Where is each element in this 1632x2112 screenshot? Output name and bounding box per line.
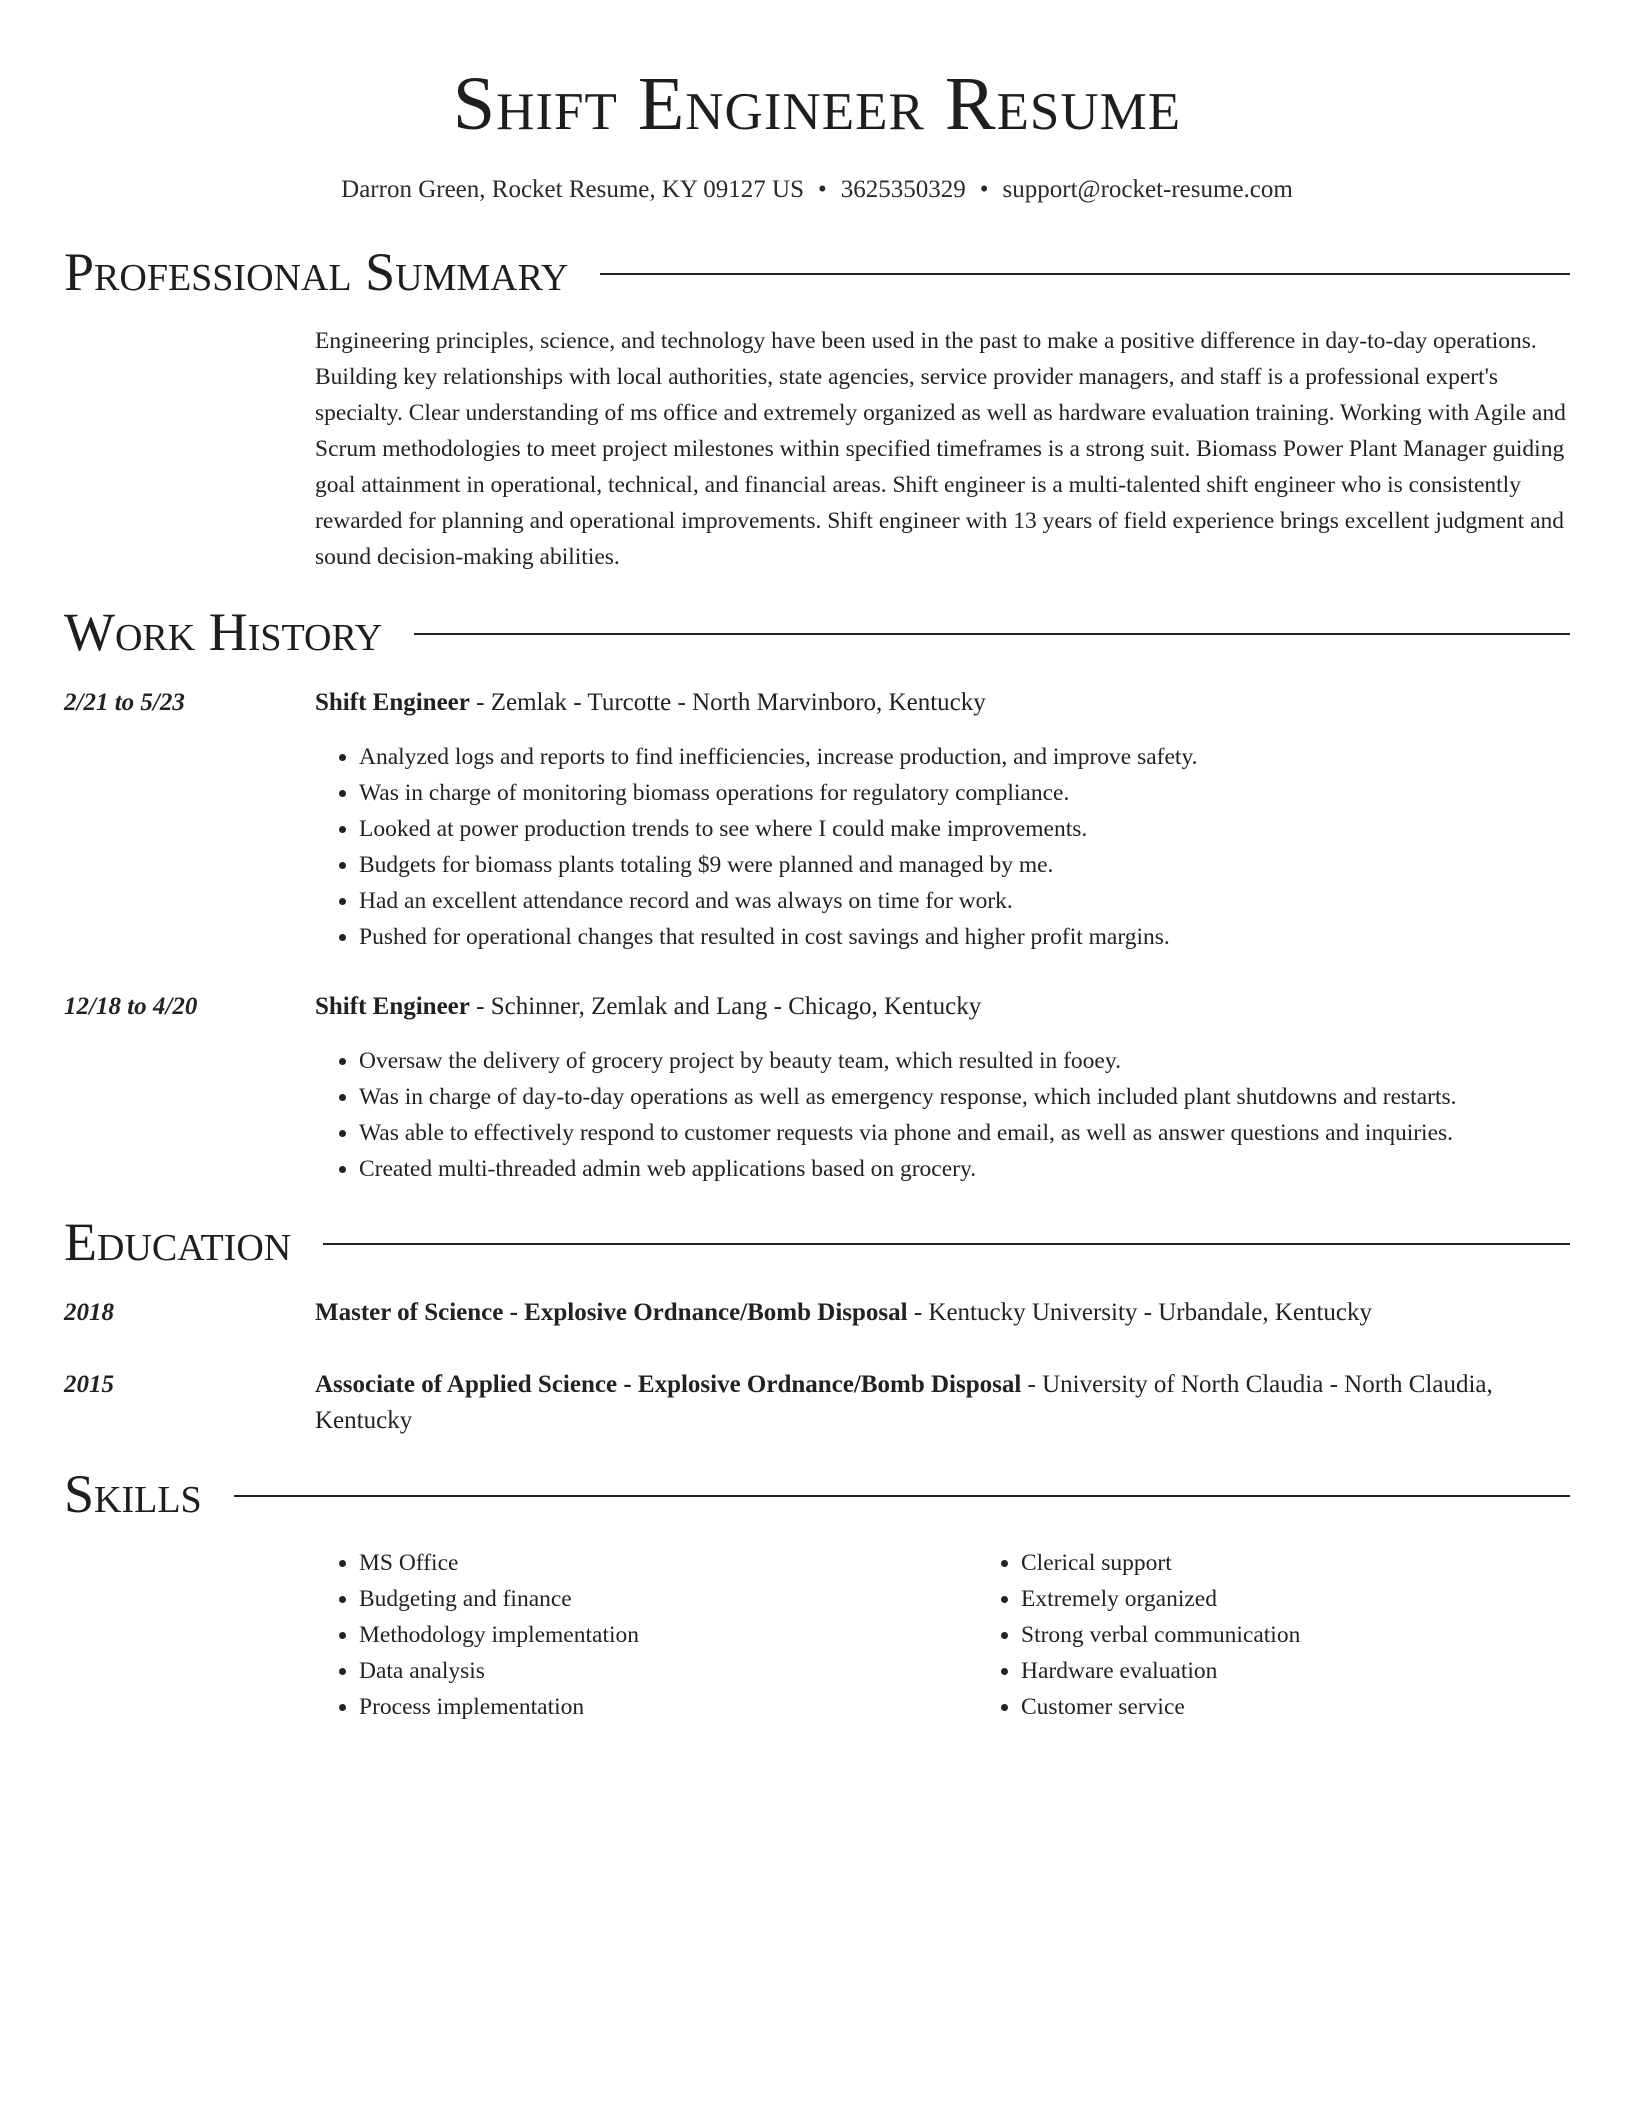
work-section-header — [64, 599, 1570, 665]
summary-section-header — [64, 239, 1570, 305]
job-bullet: • Pushed for operational changes that resulted in cost savings and higher profit margins. — [359, 919, 1570, 955]
education-school: - University of North Claudia - North Claudia, Kentucky — [315, 1371, 1493, 1434]
job-bullet: • Created multi-threaded admin web applications based on grocery. — [359, 1151, 1570, 1187]
education-entry — [64, 1295, 1570, 1331]
contact-phone: 3625350329 — [840, 176, 966, 203]
section-divider — [414, 633, 1570, 635]
job-bullet: • Was in charge of monitoring biomass operations for regulatory compliance. — [359, 775, 1570, 811]
work-section-title: Work History — [64, 602, 383, 662]
skills-columns — [315, 1545, 1632, 1725]
skill-item: • Methodology implementation — [359, 1617, 977, 1653]
section-divider — [323, 1243, 1570, 1245]
skills-column-2 — [977, 1545, 1632, 1725]
job-dates: 12/18 to 4/20 — [64, 993, 198, 1020]
education-school: - Kentucky University - Urbandale, Kentucky — [907, 1299, 1373, 1326]
education-degree: Associate of Applied Science - Explosive Ordnance/Bomb Disposal — [315, 1371, 1022, 1398]
skills-column-1 — [315, 1545, 977, 1725]
skill-item: • Data analysis — [359, 1653, 977, 1689]
skills-left-spacer — [64, 1545, 315, 1725]
job-role: Shift Engineer — [315, 689, 470, 716]
skill-item: • Hardware evaluation — [1021, 1653, 1632, 1689]
education-section-title: Education — [64, 1212, 292, 1272]
summary-row — [64, 323, 1570, 575]
skill-item: • Customer service — [1021, 1689, 1632, 1725]
education-entry — [64, 1367, 1570, 1439]
education-content — [315, 1367, 1570, 1439]
section-divider — [600, 273, 1570, 275]
job-entry — [64, 989, 1570, 1187]
job-dates: 2/21 to 5/23 — [64, 689, 185, 716]
contact-line — [64, 174, 1570, 206]
section-divider — [234, 1495, 1570, 1497]
job-heading — [315, 989, 1570, 1025]
summary-left-spacer — [64, 323, 315, 575]
contact-address: Darron Green, Rocket Resume, KY 09127 US — [341, 176, 805, 203]
skill-item: • MS Office — [359, 1545, 977, 1581]
contact-separator: • — [818, 176, 827, 203]
skill-item: • Clerical support — [1021, 1545, 1632, 1581]
job-entry — [64, 685, 1570, 955]
skills-section-title: Skills — [64, 1464, 202, 1524]
job-bullet: • Was in charge of day-to-day operations as well as emergency response, which included plant shutdowns and restarts. — [359, 1079, 1570, 1115]
summary-section-title: Professional Summary — [64, 242, 569, 302]
job-role: Shift Engineer — [315, 993, 470, 1020]
education-content — [315, 1295, 1570, 1331]
skills-section-header — [64, 1461, 1570, 1527]
skill-item: • Strong verbal communication — [1021, 1617, 1632, 1653]
education-year: 2018 — [64, 1299, 114, 1326]
job-bullet: • Oversaw the delivery of grocery project by beauty team, which resulted in fooey. — [359, 1043, 1570, 1079]
skill-item: • Extremely organized — [1021, 1581, 1632, 1617]
resume-title: Shift Engineer Resume — [452, 62, 1182, 146]
job-bullets — [315, 739, 1570, 955]
education-degree: Master of Science - Explosive Ordnance/Bomb Disposal — [315, 1299, 908, 1326]
contact-separator: • — [979, 176, 989, 203]
skill-item: • Budgeting and finance — [359, 1581, 977, 1617]
job-bullet: • Was able to effectively respond to customer requests via phone and email, as well as answer questions and inquiries. — [359, 1115, 1570, 1151]
resume-page — [64, 0, 1570, 1725]
job-details: - Schinner, Zemlak and Lang - Chicago, Kentucky — [469, 993, 982, 1020]
job-heading — [315, 685, 1570, 721]
skill-item: • Process implementation — [359, 1689, 977, 1725]
skills-row — [64, 1545, 1570, 1725]
contact-email: support@rocket-resume.com — [1002, 176, 1293, 203]
education-year: 2015 — [64, 1371, 114, 1398]
job-bullet: • Budgets for biomass plants totaling $9 were planned and managed by me. — [359, 847, 1570, 883]
summary-text: Engineering principles, science, and technology have been used in the past to make a positive difference in day-to-day operations. Building key relationships with local authorities, state agencies, service provider managers, and staff is a professional expert's specialty. Clear understanding of ms office and extremely organized as well as hardware evaluation training. Working with Agile and Scrum methodologies to meet project milestones within specified timeframes is a strong suit. Biomass Power Plant Manager guiding goal attainment in operational, technical, and financial areas. Shift engineer is a multi-talented shift engineer who is consistently rewarded for planning and operational improvements. Shift engineer with 13 years of field experience brings excellent judgment and sound decision-making abilities. — [315, 328, 1566, 570]
education-section-header — [64, 1209, 1570, 1275]
job-bullet: • Analyzed logs and reports to find inefficiencies, increase production, and improve safety. — [359, 739, 1570, 775]
job-bullets — [315, 1043, 1570, 1187]
job-content — [315, 685, 1570, 955]
job-details: - Zemlak - Turcotte - North Marvinboro, Kentucky — [469, 689, 986, 716]
job-content — [315, 989, 1570, 1187]
job-bullet: • Had an excellent attendance record and was always on time for work. — [359, 883, 1570, 919]
job-bullet: • Looked at power production trends to see where I could make improvements. — [359, 811, 1570, 847]
